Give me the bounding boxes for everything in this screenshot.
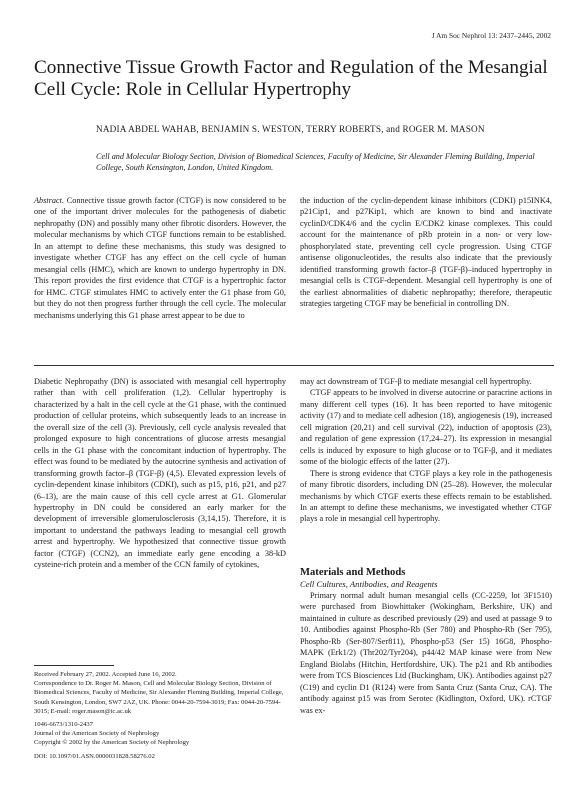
author-list: NADIA ABDEL WAHAB, BENJAMIN S. WESTON, TERRY ROBERTS, and ROGER M. MASON — [96, 124, 485, 134]
ctgf-paragraph: CTGF appears to be involved in diverse autocrine or paracrine actions in many different cell types (16). It has been reported to have mitogenic activity (17) and to mediate cell adhesion (18), angiogenesis (19), increased cell migration (20,21) and cell survival (22), induction of apoptosis (23), and regulation of gene expression (17,24–27). Its expression in mesangial cells is induced by exposure to high glucose or to TGF-β, and it mediates some of the biologic effects of the latter (27). — [300, 388, 552, 467]
intro-continuation: may act downstream of TGF-β to mediate mesangial cell hypertrophy. — [300, 377, 532, 386]
abstract-text-left: Connective tissue growth factor (CTGF) is now considered to be one of the important driver molecules for the pathogenesis of diabetic nephropathy (DN) and possibly many other fibrotic disorders. However, the molecular mechanisms by which CTGF functions remain to be established. In an attempt to define these mechanisms, this study was designed to investigate whether CTGF has any effect on the cell cycle of human mesangial cells (HMC), which are known to undergo hypertrophy in DN. This report provides the first evidence that CTGF is a hypertrophic factor for HMC. CTGF stimulates HMC to actively enter the G1 phase from G0, but they do not then progress further through the cell cycle. The molecular mechanisms underlying this G1 phase arrest appear to be due to — [34, 196, 286, 320]
copyright-notice: Copyright © 2002 by the American Society of Nephrology — [34, 739, 190, 747]
article-title: Connective Tissue Growth Factor and Regulation of the Mesangial Cell Cycle: Role in Cellular Hypertrophy — [34, 57, 548, 100]
abstract-text-right: the induction of the cyclin-dependent kinase inhibitors (CDKI) p15INK4, p21Cip1, and p27Kip1, which are known to bind and inactivate cyclinD/CDK4/6 and the cyclin E/CDK2 kinase complexes. This could account for the maintenance of pRb protein in a non- or very low-phosphorylated state, preventing cell cycle progression. Using CTGF antisense oligonucleotides, the results also indicate that the previously identified transforming growth factor–β (TGF-β)–induced hypertrophy in mesangial cells is CTGF-dependent. Mesangial cell hypertrophy is one of the earliest abnormalities of diabetic nephropathy; therefore, therapeutic strategies targeting CTGF may be beneficial in controlling DN. — [300, 196, 552, 309]
journal-name: Journal of the American Society of Nephrology — [34, 730, 160, 738]
methods-section — [300, 566, 552, 716]
doi-identifier: DOI: 10.1097/01.ASN.0000031828.58276.02 — [34, 752, 155, 760]
abstract-label: Abstract. — [34, 196, 65, 205]
correspondence-note: Correspondence to Dr. Roger M. Mason, Cell and Molecular Biology Section, Division of Biomedical Sciences, Faculty of Medicine, Sir Alexander Fleming Building, Imperial College, South Kensington, London, SW7 2AZ, UK. Phone: 0044-20-7594-3019; Fax: 0044-20-7594-3015; E-mail: roger.mason@ic.ac.uk — [34, 680, 284, 715]
body-right-column — [300, 376, 552, 525]
methods-heading: Materials and Methods — [300, 567, 406, 578]
journal-reference: J Am Soc Nephrol 13: 2437–2445, 2002 — [431, 31, 551, 40]
author-affiliation: Cell and Molecular Biology Section, Division of Biomedical Sciences, Faculty of Medicine, Sir Alexander Fleming Building, Imperial College, South Kensington, London, United Kingdom. — [96, 152, 535, 172]
abstract-right-column — [300, 195, 552, 310]
intro-paragraph: Diabetic Nephropathy (DN) is associated with mesangial cell hypertrophy rather than with cell proliferation (1,2). Cellular hypertrophy is characterized by a halt in the cell cycle at the G1 phase, with the continued production of cellular proteins, which subsequently leads to an increase in the overall size of the cell (3). Previously, cell cycle analysis revealed that prolonged exposure to high concentrations of glucose arrests mesangial cells in the G1 phase with the concomitant induction of hypertrophy. The effect was found to be mediated by the autocrine synthesis and activation of transforming growth factor–β (TGF-β) (4,5). Elevated expression levels of cyclin-dependent kinase inhibitors (CDKI), such as p15, p16, p21, and p27 (6–13), are the main cause of this cell cycle arrest at G1. Glomerular hypertrophy in DN could be considered an early marker for the development of irreversible glomerulosclerosis (3,14,15). Therefore, it is important to understand the pathways leading to mesangial cell growth arrest and hypertrophy. We hypothesized that connective tissue growth factor (CTGF) (CCN2), an immediate early gene encoding a 38-kD cysteine-rich protein and a member of the CCN family of cytokines, — [34, 377, 286, 570]
fibrosis-paragraph: There is strong evidence that CTGF plays a key role in the pathogenesis of many fibrotic disorders, including DN (25–28). However, the molecular mechanisms by which CTGF exerts these effects remain to be established. In an attempt to define these mechanisms, we investigated whether CTGF plays a role in mesangial cell hypertrophy. — [300, 468, 552, 524]
received-date: Received February 27, 2002. Accepted June 16, 2002. — [34, 671, 177, 678]
methods-paragraph: Primary normal adult human mesangial cells (CC-2259, lot 3F1510) were purchased from Biowhittaker (Wokingham, Berkshire, UK) and maintained in culture as described previously (29) and used at passage 9 to 10. Antibodies against Phospho-Rb (Ser 780) and Phospho-Rb (Ser 795), Phospho-Rb (Ser-807/Ser811), Phospho-p53 (Ser 15) 16G8, Phospho-MAPK (Erk1/2) (Thr202/Tyr204), p44/42 MAP kinase were from New England Biolabs (Hitchin, Hertfordshire, UK). The p21 and Rb antibodies were from TCS Biosciences Ltd (Buckingham, UK). Antibodies against p27 (C19) and cyclin D1 (R124) were from Santa Cruz (Santa Cruz, CA). The antibody against p15 was from Serotec (Kidlington, Oxford, UK). rCTGF was ex- — [300, 591, 552, 715]
footnote-block — [34, 670, 286, 761]
abstract-divider — [34, 365, 554, 366]
footnote-divider — [34, 665, 114, 666]
issn-number: 1046-6673/1310-2437 — [34, 721, 93, 729]
body-left-column — [34, 376, 286, 571]
abstract-left-column — [34, 195, 286, 321]
methods-subheading: Cell Cultures, Antibodies, and Reagents — [300, 579, 438, 589]
